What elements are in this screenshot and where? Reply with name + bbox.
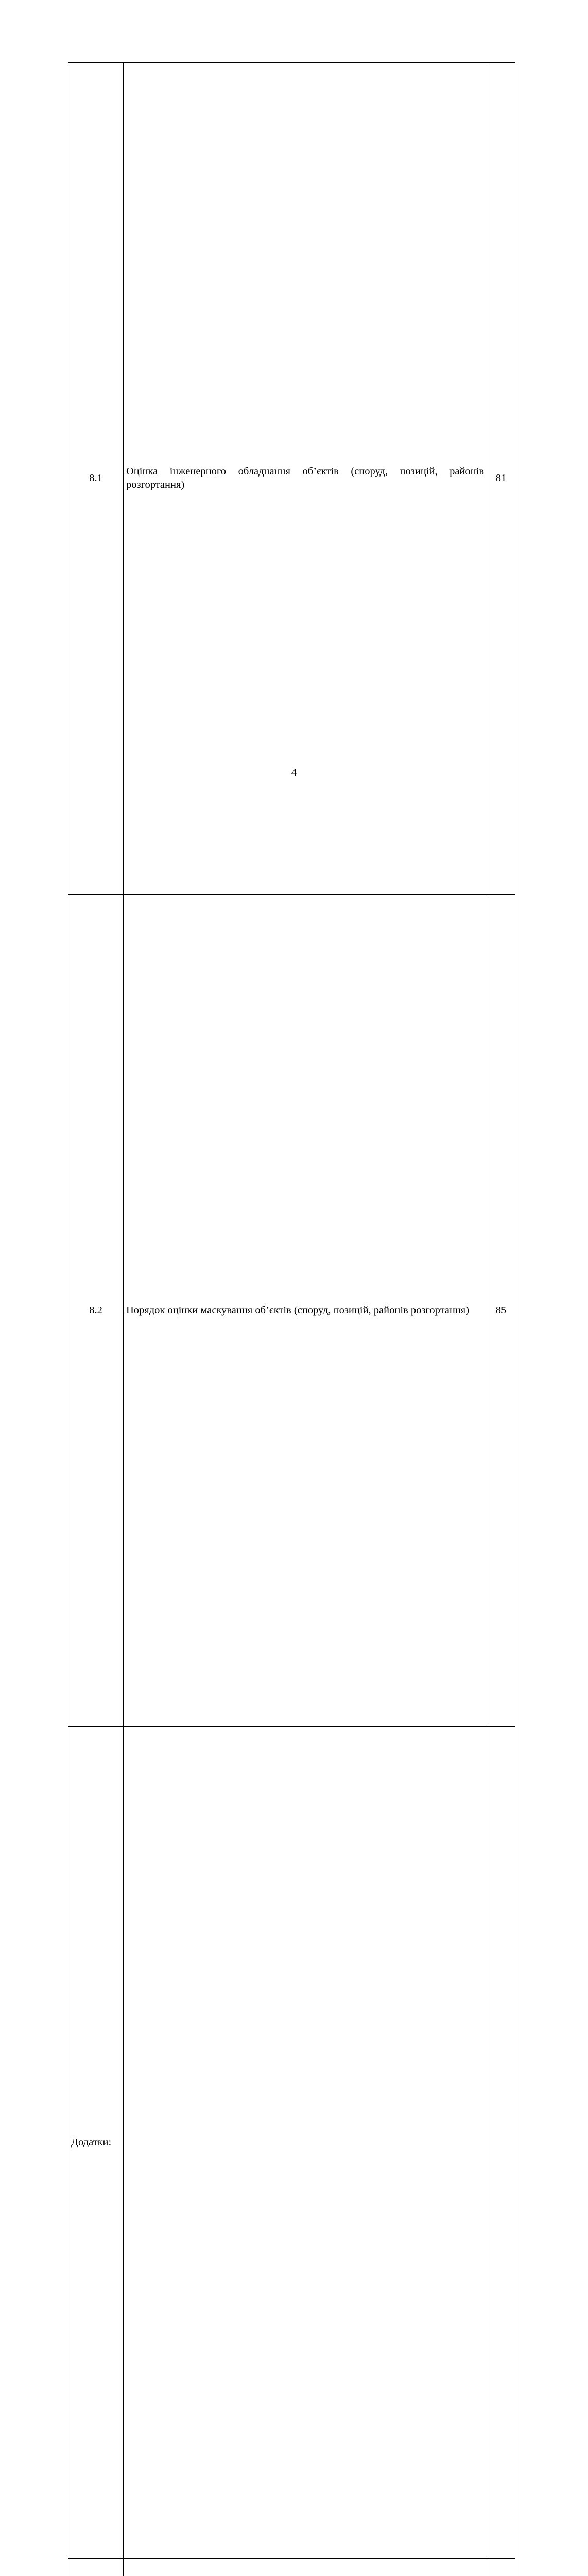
section-label-cell: Додатки: [68, 1727, 124, 2559]
entry-number-cell [68, 2559, 124, 2576]
table-row [68, 2559, 515, 2576]
entry-page-cell: 81 [487, 63, 515, 895]
table-row [68, 1727, 515, 2559]
document-page [0, 0, 588, 832]
toc-content [68, 62, 515, 2576]
table-body [68, 63, 515, 2576]
table-of-contents [68, 62, 515, 2576]
entry-page-cell [487, 2559, 515, 2576]
entry-number-cell: 8.1 [68, 63, 124, 895]
table-row [68, 895, 515, 1727]
page-folio-number: 4 [0, 766, 588, 779]
entry-page-cell: 85 [487, 895, 515, 1727]
entry-title-text: Оцінка інженерного обладнання об’єктів (споруд, позицій, районів розгортання) [126, 465, 484, 492]
entry-title-text: Порядок оцінки маскування об’єктів (споруд, позицій, районів розгортання) [126, 1304, 484, 1317]
entry-title-cell [124, 2559, 487, 2576]
entry-number-cell: 8.2 [68, 895, 124, 1727]
entry-title-cell [124, 1727, 487, 2559]
entry-page-cell [487, 1727, 515, 2559]
entry-title-cell [124, 895, 487, 1727]
